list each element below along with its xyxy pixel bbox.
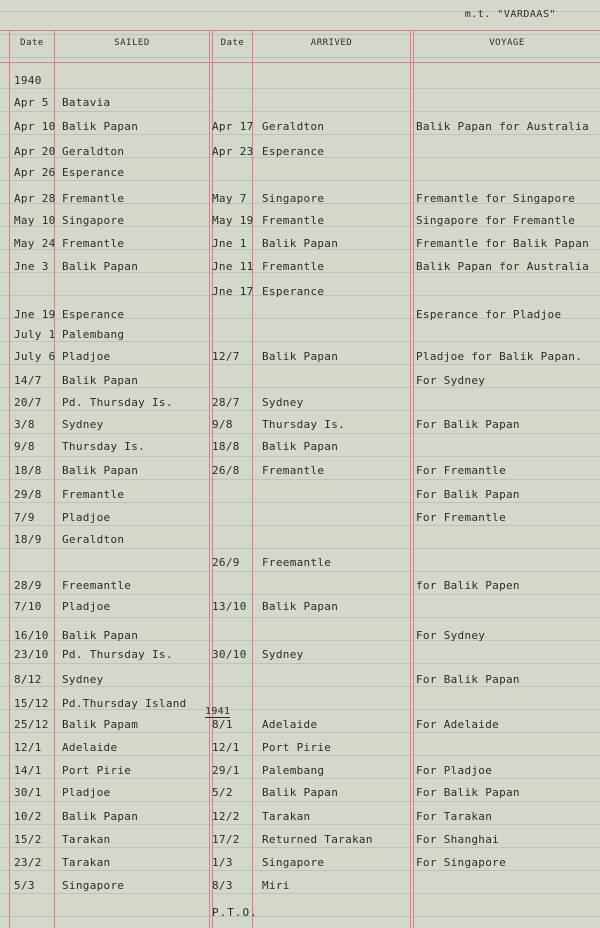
rule-arrived-voyage-2 [413, 30, 414, 928]
arrived-date: 5/2 [212, 786, 233, 799]
sailed-port: Pd. Thursday Is. [62, 396, 173, 409]
header-bottom-rule [0, 62, 600, 63]
arrived-date: 9/8 [212, 418, 233, 431]
arrived-port: Singapore [262, 192, 325, 205]
sailed-port: Fremantle [62, 488, 125, 501]
rule-date-arrived [252, 30, 253, 928]
arrived-date: 18/8 [212, 440, 240, 453]
arrived-port: Miri [262, 879, 290, 892]
sailed-date: 15/12 [14, 697, 49, 710]
arrived-port: Balik Papan [262, 440, 339, 453]
sailed-date: Apr 5 [14, 96, 49, 109]
voyage: For Sydney [416, 374, 486, 387]
header-date-sailed: Date [20, 38, 44, 48]
sailed-date: 7/9 [14, 511, 35, 524]
voyage: Fremantle for Singapore [416, 192, 576, 205]
arrived-port: Adelaide [262, 718, 318, 731]
sailed-date: 20/7 [14, 396, 42, 409]
arrived-port: Palembang [262, 764, 325, 777]
arrived-port: Returned Tarakan [262, 833, 373, 846]
voyage: For Adelaide [416, 718, 500, 731]
sailed-date: 10/2 [14, 810, 42, 823]
sailed-port: Balik Papan [62, 629, 139, 642]
arrived-date: 8/3 [212, 879, 233, 892]
voyage: Fremantle for Balik Papan [416, 237, 590, 250]
sailed-port: Pladjoe [62, 786, 111, 799]
arrived-port: Esperance [262, 285, 325, 298]
arrived-date: 17/2 [212, 833, 240, 846]
sailed-port: Batavia [62, 96, 111, 109]
sailed-port: Freemantle [62, 579, 132, 592]
sailed-port: Fremantle [62, 192, 125, 205]
voyage: For Balik Papan [416, 418, 520, 431]
sailed-port: Adelaide [62, 741, 118, 754]
arrived-port: Balik Papan [262, 350, 339, 363]
arrived-date: 26/9 [212, 556, 240, 569]
sailed-date: 5/3 [14, 879, 35, 892]
sailed-port: Pd.Thursday Island [62, 697, 187, 710]
sailed-port: Sydney [62, 418, 104, 431]
sailed-port: Esperance [62, 308, 125, 321]
year-1941: 1941 [205, 706, 231, 717]
arrived-port: Fremantle [262, 214, 325, 227]
arrived-port: Esperance [262, 145, 325, 158]
voyage: For Balik Papan [416, 786, 520, 799]
voyage: For Fremantle [416, 511, 506, 524]
arrived-port: Geraldton [262, 120, 325, 133]
arrived-date: 8/1 [212, 718, 233, 731]
arrived-date: 1/3 [212, 856, 233, 869]
sailed-port: Tarakan [62, 856, 111, 869]
voyage: Pladjoe for Balik Papan. [416, 350, 583, 363]
arrived-date: 13/10 [212, 600, 247, 613]
sailed-port: Fremantle [62, 237, 125, 250]
arrived-port: Freemantle [262, 556, 332, 569]
arrived-date: Jne 1 [212, 237, 247, 250]
sailed-port: Balik Papan [62, 120, 139, 133]
voyage: For Balik Papan [416, 488, 520, 501]
sailed-date: 15/2 [14, 833, 42, 846]
sailed-port: Balik Papam [62, 718, 139, 731]
sailed-date: Apr 10 [14, 120, 56, 133]
sailed-date: 28/9 [14, 579, 42, 592]
sailed-date: May 10 [14, 214, 56, 227]
sailed-port: Geraldton [62, 533, 125, 546]
sailed-port: Singapore [62, 214, 125, 227]
arrived-port: Fremantle [262, 260, 325, 273]
sailed-port: Tarakan [62, 833, 111, 846]
voyage: Esperance for Pladjoe [416, 308, 562, 321]
sailed-port: Pd. Thursday Is. [62, 648, 173, 661]
sailed-date: 12/1 [14, 741, 42, 754]
sailed-port: Singapore [62, 879, 125, 892]
arrived-date: 29/1 [212, 764, 240, 777]
arrived-port: Balik Papan [262, 237, 339, 250]
arrived-port: Sydney [262, 396, 304, 409]
sailed-port: Balik Papan [62, 374, 139, 387]
arrived-date: Jne 17 [212, 285, 254, 298]
arrived-date: 12/7 [212, 350, 240, 363]
year-1940: 1940 [14, 74, 42, 87]
voyage: For Pladjoe [416, 764, 493, 777]
sailed-date: 8/12 [14, 673, 42, 686]
rule-date-sailed [54, 30, 55, 928]
voyage: for Balik Papen [416, 579, 520, 592]
sailed-date: Jne 3 [14, 260, 49, 273]
sailed-port: Geraldton [62, 145, 125, 158]
sailed-date: May 24 [14, 237, 56, 250]
arrived-date: 12/1 [212, 741, 240, 754]
arrived-date: 30/10 [212, 648, 247, 661]
voyage: For Tarakan [416, 810, 493, 823]
header-arrived: ARRIVED [310, 38, 353, 48]
sailed-port: Balik Papan [62, 260, 139, 273]
voyage: For Shanghai [416, 833, 500, 846]
arrived-date: Apr 17 [212, 120, 254, 133]
sailed-date: 18/8 [14, 464, 42, 477]
sailed-date: 3/8 [14, 418, 35, 431]
header-date-arrived: Date [220, 38, 245, 48]
sailed-port: Port Pirie [62, 764, 132, 777]
voyage: For Fremantle [416, 464, 506, 477]
header-voyage: VOYAGE [489, 38, 525, 48]
arrived-date: 12/2 [212, 810, 240, 823]
arrived-date: May 7 [212, 192, 247, 205]
arrived-port: Tarakan [262, 810, 311, 823]
sailed-date: 30/1 [14, 786, 42, 799]
sailed-date: 14/1 [14, 764, 42, 777]
sailed-port: Pladjoe [62, 350, 111, 363]
sailed-date: 23/10 [14, 648, 49, 661]
sailed-date: 9/8 [14, 440, 35, 453]
ship-name: m.t. "VARDAAS" [464, 9, 556, 20]
voyage: For Singapore [416, 856, 506, 869]
arrived-date: 26/8 [212, 464, 240, 477]
sailed-date: 16/10 [14, 629, 49, 642]
arrived-date: Jne 11 [212, 260, 254, 273]
sailed-port: Palembang [62, 328, 125, 341]
arrived-port: Fremantle [262, 464, 325, 477]
rule-arrived-voyage [410, 30, 411, 928]
arrived-date: 28/7 [212, 396, 240, 409]
sailed-port: Balik Papan [62, 464, 139, 477]
arrived-port: Singapore [262, 856, 325, 869]
sailed-date: 29/8 [14, 488, 42, 501]
voyage: Singapore for Fremantle [416, 214, 576, 227]
sailed-date: 7/10 [14, 600, 42, 613]
header-sailed: SAILED [114, 38, 150, 48]
voyage: For Balik Papan [416, 673, 520, 686]
sailed-port: Balik Papan [62, 810, 139, 823]
arrived-port: Balik Papan [262, 786, 339, 799]
sailed-port: Pladjoe [62, 511, 111, 524]
arrived-port: Thursday Is. [262, 418, 346, 431]
please-turn-over: P.T.O. [212, 906, 258, 919]
arrived-port: Sydney [262, 648, 304, 661]
sailed-date: Apr 28 [14, 192, 56, 205]
sailed-date: 14/7 [14, 374, 42, 387]
sailed-date: Jne 19 [14, 308, 56, 321]
sailed-port: Thursday Is. [62, 440, 146, 453]
sailed-date: July 1 [14, 328, 56, 341]
sailed-date: 25/12 [14, 718, 49, 731]
header-top-rule [0, 30, 600, 31]
sailed-date: Apr 26 [14, 166, 56, 179]
arrived-port: Port Pirie [262, 741, 332, 754]
sailed-date: Apr 20 [14, 145, 56, 158]
sailed-date: 23/2 [14, 856, 42, 869]
sailed-date: 18/9 [14, 533, 42, 546]
rule-sailed-date [209, 30, 210, 928]
voyage: For Sydney [416, 629, 486, 642]
rule-left [9, 30, 10, 928]
arrived-date: May 19 [212, 214, 254, 227]
voyage: Balik Papan for Australia [416, 260, 590, 273]
sailed-port: Sydney [62, 673, 104, 686]
voyage: Balik Papan for Australia [416, 120, 590, 133]
sailed-date: July 6 [14, 350, 56, 363]
sailed-port: Pladjoe [62, 600, 111, 613]
sailed-port: Esperance [62, 166, 125, 179]
arrived-port: Balik Papan [262, 600, 339, 613]
arrived-date: Apr 23 [212, 145, 254, 158]
